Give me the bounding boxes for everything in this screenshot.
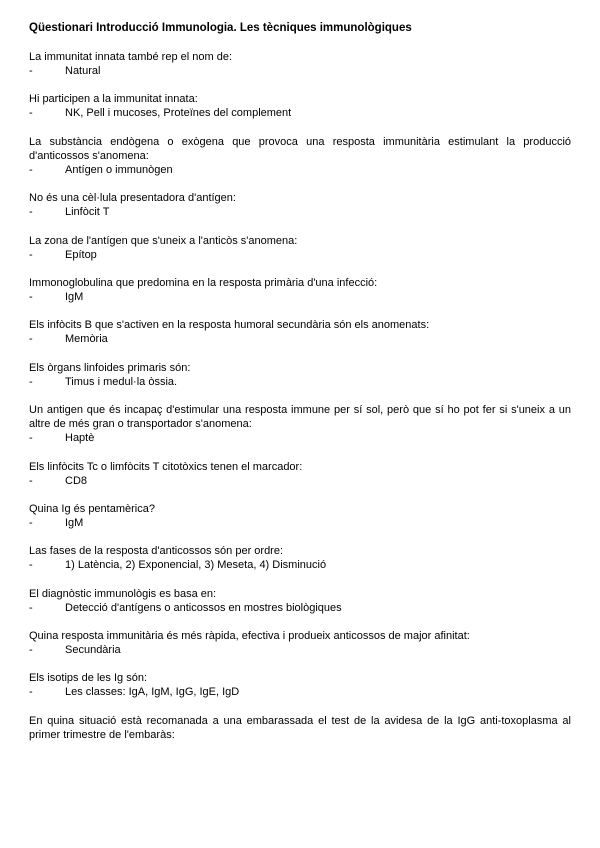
answer-bullet: -	[29, 644, 33, 657]
document-page	[29, 21, 571, 756]
question-block	[29, 191, 571, 219]
question-block	[29, 403, 571, 445]
question-block	[29, 50, 571, 78]
answer-text: CD8	[65, 474, 88, 487]
question-block	[29, 502, 571, 530]
question-text: La immunitat innata també rep el nom de:	[29, 51, 233, 63]
answer-text: Timus i medul·la òssia.	[65, 375, 178, 388]
question-text: No és una cèl·lula presentadora d'antígen:	[29, 192, 236, 205]
answer-text: Antígen o immunògen	[65, 163, 173, 176]
question-list	[29, 50, 571, 742]
answer-line	[29, 375, 571, 389]
answer-bullet: -	[29, 601, 33, 614]
answer-bullet: -	[29, 686, 33, 699]
answer-line	[29, 431, 571, 445]
question-text: Un antigen que és incapaç d'estimular una resposta immune per sí sol, però que sí ho pot fer si s'uneix a un altre de més gran o transportador s'anomena:	[29, 404, 571, 431]
answer-text: Les classes: IgA, IgM, IgG, IgE, IgD	[65, 686, 240, 699]
answer-bullet: -	[29, 559, 33, 572]
answer-text: Secundària	[65, 644, 121, 657]
answer-text: 1) Latència, 2) Exponencial, 3) Meseta, 4) Disminució	[65, 559, 327, 572]
question-text: Quina resposta immunitària és més ràpida, efectiva i produeix anticossos de major afinitat:	[29, 630, 470, 643]
answer-text: IgM	[65, 516, 84, 529]
answer-bullet: -	[29, 248, 33, 261]
question-text: Quina Ig és pentamèrica?	[29, 502, 155, 515]
answer-line	[29, 516, 571, 530]
question-block	[29, 276, 571, 304]
answer-line	[29, 64, 571, 78]
question-text: Els òrgans linfoides primaris són:	[29, 361, 191, 374]
answer-line	[29, 205, 571, 219]
answer-line	[29, 106, 571, 120]
answer-text: Linfòcit T	[65, 206, 110, 219]
question-text: La zona de l'antígen que s'uneix a l'anticòs s'anomena:	[29, 234, 298, 247]
answer-text: Memòria	[65, 333, 108, 346]
question-block	[29, 234, 571, 262]
answer-bullet: -	[29, 163, 33, 176]
answer-line	[29, 601, 571, 615]
question-text: Els linfòcits Tc o limfòcits T citotòxics tenen el marcador:	[29, 460, 303, 473]
question-block	[29, 587, 571, 615]
question-block	[29, 544, 571, 572]
answer-bullet: -	[29, 474, 33, 487]
question-block	[29, 460, 571, 488]
answer-line	[29, 474, 571, 488]
answer-bullet: -	[29, 290, 33, 303]
question-block	[29, 135, 571, 177]
answer-text: Haptè	[65, 432, 95, 445]
answer-line	[29, 685, 571, 699]
question-text: En quina situació està recomanada a una embarassada el test de la avidesa de la IgG anti-toxoplasma al primer trimestre de l'embaràs:	[29, 714, 571, 741]
question-text: Las fases de la resposta d'anticossos són per ordre:	[29, 545, 284, 558]
answer-bullet: -	[29, 333, 33, 346]
question-block	[29, 714, 571, 742]
answer-line	[29, 248, 571, 262]
question-text: El diagnòstic immunològis es basa en:	[29, 587, 217, 600]
question-block	[29, 361, 571, 389]
answer-bullet: -	[29, 65, 33, 77]
answer-text: Epítop	[65, 248, 97, 261]
answer-bullet: -	[29, 206, 33, 219]
question-text: Hi participen a la immunitat innata:	[29, 93, 198, 106]
answer-text: Natural	[65, 65, 101, 77]
answer-text: NK, Pell i mucoses, Proteïnes del complement	[65, 107, 292, 120]
answer-bullet: -	[29, 375, 33, 388]
answer-text: Detecció d'antígens o anticossos en mostres biològiques	[65, 601, 342, 614]
answer-line	[29, 163, 571, 177]
answer-line	[29, 332, 571, 346]
question-block	[29, 318, 571, 346]
question-block	[29, 92, 571, 120]
answer-bullet: -	[29, 107, 33, 120]
answer-line	[29, 643, 571, 657]
question-text: La substància endògena o exògena que provoca una resposta immunitària estimulant la producció d'anticossos s'anomena:	[29, 135, 571, 162]
answer-text: IgM	[65, 290, 84, 303]
answer-bullet: -	[29, 516, 33, 529]
question-text: Els infòcits B que s'activen en la resposta humoral secundària són els anomenats:	[29, 319, 430, 332]
document-title: Qüestionari Introducció Immunologia. Les tècniques immunològiques	[29, 22, 412, 34]
question-block	[29, 671, 571, 699]
question-text: Els isotips de les Ig són:	[29, 672, 148, 685]
answer-bullet: -	[29, 432, 33, 445]
answer-line	[29, 290, 571, 304]
question-text: Immonoglobulina que predomina en la resposta primària d'una infecció:	[29, 276, 378, 289]
answer-line	[29, 558, 571, 572]
question-block	[29, 629, 571, 657]
